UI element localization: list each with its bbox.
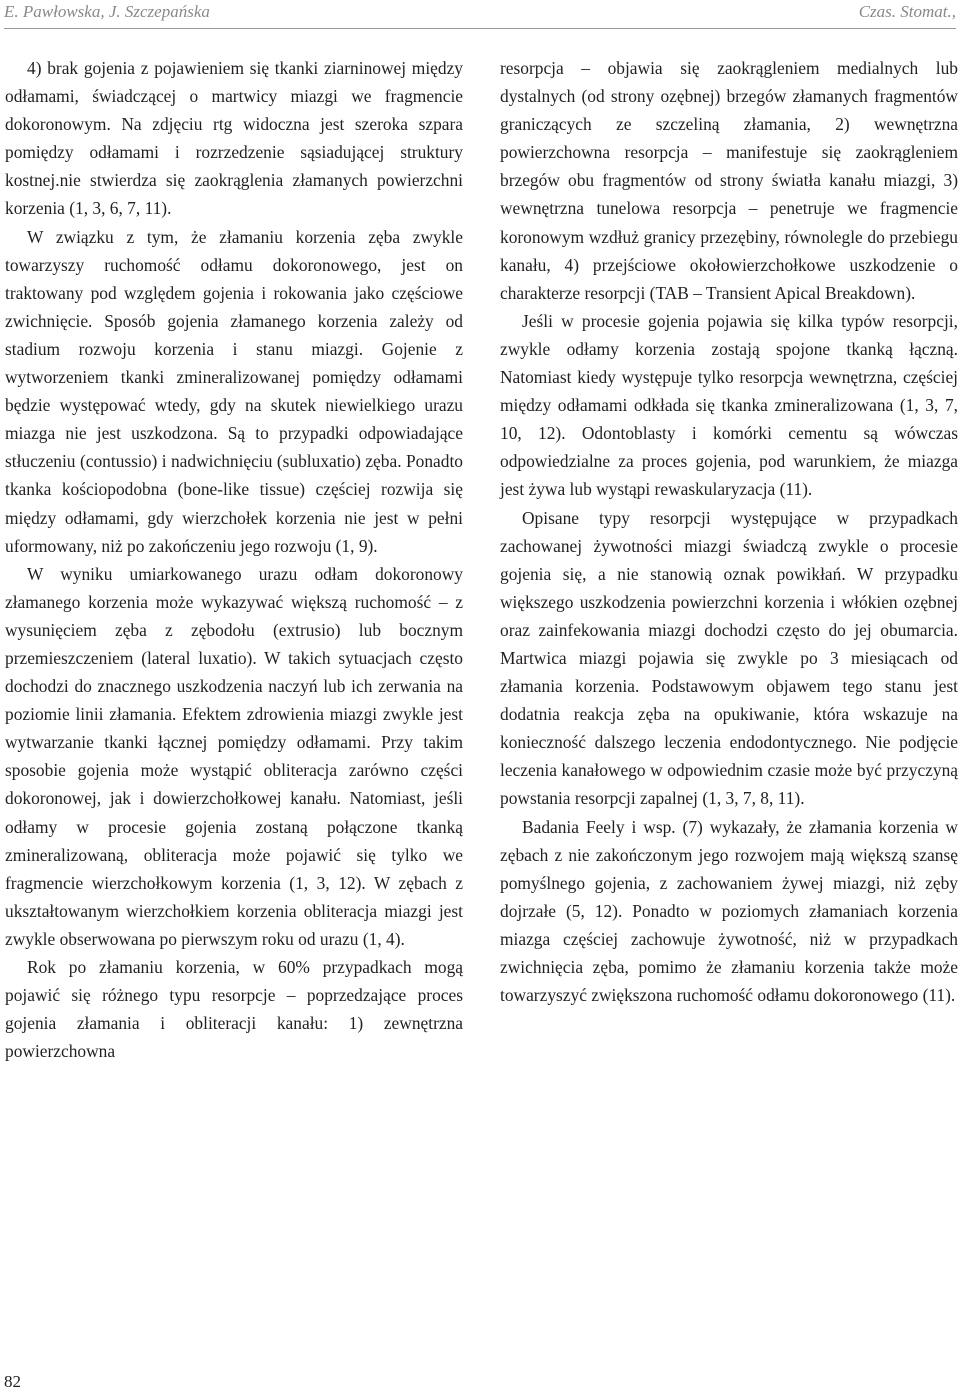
running-header-authors: E. Pawłowska, J. Szczepańska bbox=[4, 2, 210, 21]
paragraph: W związku z tym, że złamaniu korzenia zęba zwykle towarzyszy ruchomość odłamu dokoronowego, jest on traktowany pod względem gojenia i rokowania jako częściowe zwichnięcie. Sposób gojenia złamanego korzenia zależy od stadium rozwoju korzenia i stanu miazgi. Gojenie z wytworzeniem tkanki zmineralizowanej pomiędzy odłamami będzie występować wtedy, gdy na skutek niewielkiego urazu miazga nie jest uszkodzona. Są to przypadki odpowiadające stłuczeniu (contussio) i nadwichnięciu (subluxatio) zęba. Ponadto tkanka kościopodobna (bone-like tissue) częściej rozwija się między odłamami, gdy wierzchołek korzenia nie jest w pełni uformowany, niż po zakończeniu jego rozwoju (1, 9). bbox=[5, 226, 463, 556]
paragraph: resorpcja – objawia się zaokrągleniem medialnych lub dystalnych (od strony ozębnej) brzegów złamanych fragmentów graniczących ze szczeliną złamania, 2) wewnętrzna powierzchowna resorpcja – manifestuje się zaokrągleniem brzegów obu fragmentów od strony światła kanału miazgi, 3) wewnętrzna tunelowa resorpcja – penetruje we fragmencie koronowym wzdłuż granicy przezębiny, równolegle do przebiegu kanału, 4) przejściowe okołowierzchołkowe uszkodzenie o charakterze resorpcji (TAB – Transient Apical Breakdown). bbox=[500, 58, 958, 303]
paragraph: Badania Feely i wsp. (7) wykazały, że złamania korzenia w zębach z nie zakończonym jego rozwojem mają większą szansę pomyślnego gojenia, z zachowaniem żywej miazgi, niż zęby dojrzałe (5, 12). Ponadto w poziomych złamaniach korzenia miazga częściej zachowuje żywotność, niż w przypadkach zwichnięcia zęba, pomimo że złamaniu korzenia także może towarzyszyć zwiększona ruchomość odłamu dokoronowego (11). bbox=[500, 816, 958, 1006]
paragraph: Opisane typy resorpcji występujące w przypadkach zachowanej żywotności miazgi świadczą zwykle o procesie gojenia się, a nie stanowią oznak powikłań. W przypadku większego uszkodzenia powierzchni korzenia i włókien ozębnej oraz zainfekowania miazgi dochodzi często do jej obumarcia. Martwica miazgi pojawia się zwykle po 3 miesiącach od złamania korzenia. Podstawowym objawem tego stanu jest dodatnia reakcja zęba na opukiwanie, która wskazuje na konieczność dalszego leczenia endodontycznego. Nie podjęcie leczenia kanałowego w odpowiednim czasie może być przyczyną powstania resorpcji zapalnej (1, 3, 7, 8, 11). bbox=[500, 507, 958, 809]
header-rule bbox=[4, 28, 956, 29]
left-column bbox=[5, 54, 463, 1065]
page-number: 82 bbox=[4, 1372, 21, 1391]
running-header-journal: Czas. Stomat., bbox=[858, 2, 956, 21]
paragraph: 4) brak gojenia z pojawieniem się tkanki ziarninowej między odłamami, świadczącej o martwicy miazgi we fragmencie dokoronowym. Na zdjęciu rtg widoczna jest szeroka szpara pomiędzy odłamami i rozrzedzenie sąsiadującej struktury kostnej.nie stwierdza się zaokrąglenia złamanych powierzchni korzenia (1, 3, 6, 7, 11). bbox=[5, 58, 463, 219]
paragraph: Rok po złamaniu korzenia, w 60% przypadkach mogą pojawić się różnego typu resorpcje – poprzedzające proces gojenia złamania i obliteracji kanału: 1) zewnętrzna powierzchowna bbox=[5, 957, 463, 1062]
right-column bbox=[500, 54, 958, 1009]
paragraph: Jeśli w procesie gojenia pojawia się kilka typów resorpcji, zwykle odłamy korzenia zostają spojone tkanką łączną. Natomiast kiedy występuje tylko resorpcja wewnętrzna, częściej między odłamami odkłada się tkanka zmineralizowana (1, 3, 7, 10, 12). Odontoblasty i komórki cementu są wówczas odpowiedzialne za proces gojenia, pod warunkiem, że miazga jest żywa lub wystąpi rewaskularyzacja (11). bbox=[500, 310, 958, 500]
paragraph: W wyniku umiarkowanego urazu odłam dokoronowy złamanego korzenia może wykazywać większą ruchomość – z wysunięciem zęba z zębodołu (extrusio) lub bocznym przemieszczeniem (lateral luxatio). W takich sytuacjach często dochodzi do znacznego uszkodzenia naczyń lub ich zerwania na poziomie linii złamania. Efektem zdrowienia miazgi zwykle jest wytwarzanie tkanki łącznej pomiędzy odłamami. Przy takim sposobie gojenia może wystąpić obliteracja zarówno części dokoronowej, jak i dowierzchołkowej kanału. Natomiast, jeśli odłamy w procesie gojenia zostaną połączone tkanką zmineralizowaną, obliteracja może pojawić się tylko we fragmencie wierzchołkowym korzenia (1, 3, 12). W zębach z ukształtowanym wierzchołkiem korzenia obliteracja miazgi jest zwykle obserwowana po pierwszym roku od urazu (1, 4). bbox=[5, 563, 463, 949]
